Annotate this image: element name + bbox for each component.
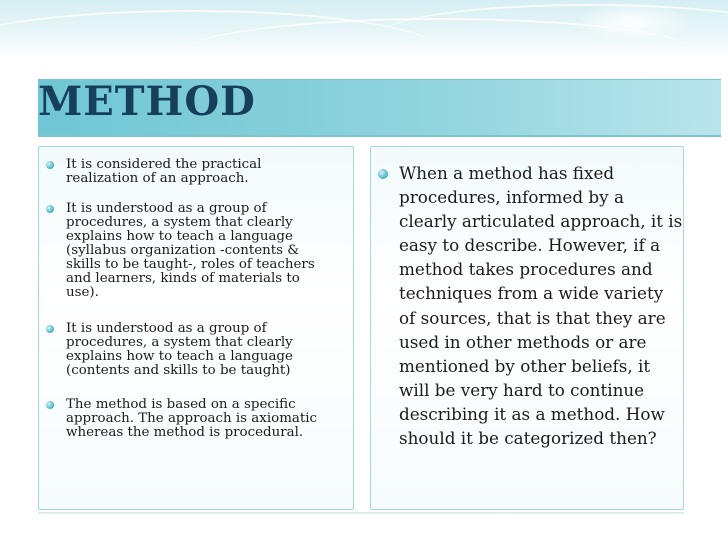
bullet-text-line: explains how to teach a language <box>66 349 293 364</box>
bullet-text-line: and learners, kinds of materials to <box>66 271 300 286</box>
bullet-text-line: clearly articulated approach, it is <box>399 211 683 232</box>
title-divider <box>38 135 721 137</box>
bullet-text-line: (contents and skills to be taught) <box>66 363 291 378</box>
bullet-text-line: approach. The approach is axiomatic <box>66 411 318 426</box>
bullet-text-line: procedures, a system that clearly <box>66 215 293 230</box>
bullet-text-line: mentioned by other beliefs, it <box>399 355 651 376</box>
right-content-panel <box>370 146 684 510</box>
bullet-text-line: use). <box>66 285 99 300</box>
bullet-text-line: When a method has fixed <box>399 163 615 183</box>
bullet-text-line: explains how to teach a language <box>66 229 293 244</box>
bullet-text-line: will be very hard to continue <box>399 379 645 400</box>
bullet-text-line: easy to describe. However, if a <box>399 235 661 256</box>
bullet-text-line: of sources, that is that they are <box>399 307 666 328</box>
bullet-text-line: techniques from a wide variety <box>399 283 664 304</box>
bullet-icon <box>378 169 388 179</box>
slide-title: METHOD <box>38 78 256 125</box>
bullet-text-line: describing it as a method. How <box>399 403 665 424</box>
bullet-icon <box>46 161 54 169</box>
bullet-text-line: method takes procedures and <box>399 259 653 280</box>
bullet-text-line: should it be categorized then? <box>399 428 657 449</box>
bullet-text-line: (syllabus organization -contents & <box>66 243 300 258</box>
bullet-text-line: skills to be taught-, roles of teachers <box>66 257 315 272</box>
bullet-text-line: procedures, informed by a <box>399 187 624 208</box>
bullet-item <box>39 322 353 378</box>
right-bullet-list <box>371 161 683 450</box>
bullet-item <box>39 158 353 186</box>
bullet-icon <box>46 401 54 409</box>
bullet-text-line: used in other methods or are <box>399 331 647 352</box>
bullet-icon <box>46 205 54 213</box>
bullet-text-line: procedures, a system that clearly <box>66 335 293 350</box>
bullet-text-line: It is understood as a group of <box>66 321 267 336</box>
left-bullet-list <box>39 158 353 440</box>
header-decoration <box>0 0 728 60</box>
panel-shadow <box>38 512 684 515</box>
bullet-item <box>39 202 353 300</box>
bullet-text-line: realization of an approach. <box>66 171 249 186</box>
bullet-item <box>39 398 353 440</box>
bullet-item <box>371 161 683 450</box>
bullet-icon <box>46 325 54 333</box>
bullet-text-line: The method is based on a specific <box>66 397 296 412</box>
left-content-panel <box>38 146 354 510</box>
bullet-text-line: It is understood as a group of <box>66 201 267 216</box>
bullet-text-line: whereas the method is procedural. <box>66 425 304 440</box>
bullet-text-line: It is considered the practical <box>66 157 262 172</box>
